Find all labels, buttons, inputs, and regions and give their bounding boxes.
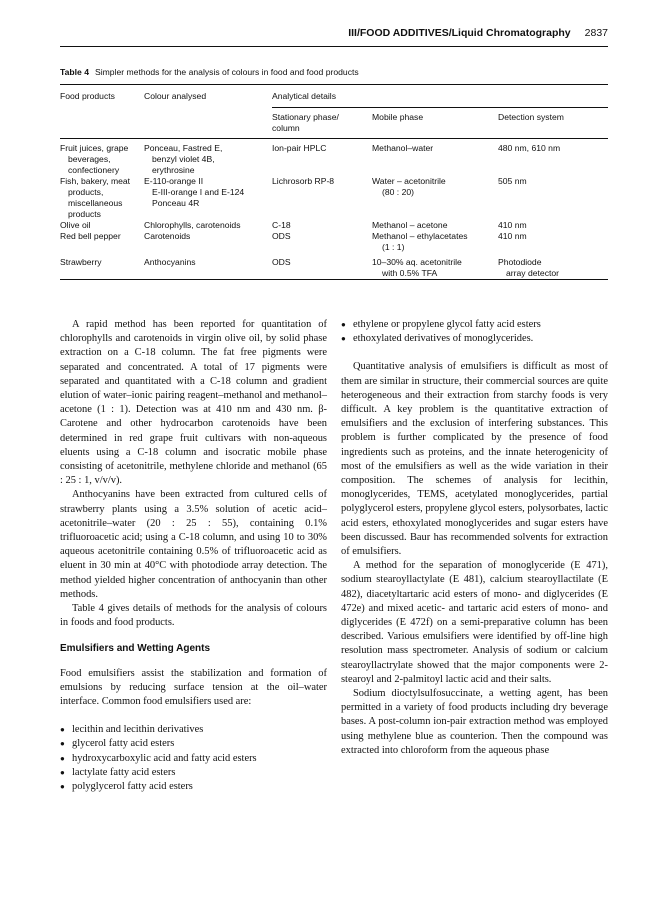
cell-line: Fruit juices, grape: [60, 143, 129, 153]
header-colour-analysed: Colour analysed: [144, 91, 207, 101]
cell-line: Water – acetonitrile: [372, 176, 446, 186]
emulsifier-list-continued: [341, 318, 608, 346]
cell-detection: 410 nm: [498, 220, 527, 230]
header-stationary-phase: [272, 112, 372, 139]
cell-stationary: ODS: [272, 257, 291, 267]
cell-line: products,: [68, 187, 104, 197]
list-item: ● hydroxycarboxylic acid and fatty acid esters: [60, 752, 327, 766]
cell-line: E-III-orange I and E-124: [152, 187, 245, 197]
header-analytical-details: Analytical details: [272, 91, 337, 101]
cell-line: benzyl violet 4B,: [152, 154, 215, 164]
cell-line: (80 : 20): [382, 187, 415, 197]
cell-line: confectionery: [68, 165, 120, 175]
cell-food: Strawberry: [60, 257, 102, 267]
cell-line: miscellaneous: [68, 198, 123, 208]
table-row: [60, 220, 608, 231]
cell-line: Methanol – ethylacetates: [372, 231, 468, 241]
table-caption-text: Simpler methods for the analysis of colours in food and food products: [94, 67, 359, 77]
cell-line: beverages,: [68, 154, 111, 164]
table-caption: [60, 67, 608, 77]
table-row: [60, 143, 608, 176]
cell-mobile: Methanol–water: [372, 143, 434, 153]
right-column: [341, 318, 608, 758]
header-mobile-phase: Mobile phase: [372, 112, 424, 122]
list-item: ● ethoxylated derivatives of monoglycerides.: [341, 332, 608, 346]
header-rule: [60, 46, 608, 47]
cell-food: [60, 176, 144, 220]
cell-mobile: [372, 231, 498, 253]
paragraph: Sodium dioctylsulfosuccinate, a wetting agent, has been permitted in a variety of food products including dry beverage bases. A post-column ion-pair extraction method was employed using methylene blue as counterion. Then the compound was extracted into chloroform from the aqueous phase: [341, 688, 608, 756]
cell-line: Photodiode: [498, 257, 542, 267]
running-head: [60, 27, 608, 43]
cell-mobile: [372, 176, 498, 220]
list-item: ● polyglycerol fatty acid esters: [60, 780, 327, 794]
cell-line: array detector: [506, 268, 560, 278]
paragraph: A method for the separation of monoglyceride (E 471), sodium stearoyllactylate (E 481), calcium stearoyllactilate (E 482), diacetyltartaric acid esters of mono- and diglycerides (E 472e) and mixed acetic- and tartaric acid esters of mono- and diglycerides (E 472f) on a semi-preparative column has been described. Various emulsifiers were identified by off-line high resolution mass spectrometer. Analysis of sodium or calcium stearoyllactrylate showed that the major components were 2-stearoyl and 2-palmitoyl lactic acid and their salts.: [341, 560, 608, 685]
cell-line: 10–30% aq. acetonitrile: [372, 257, 462, 267]
colour-analysis-table: [60, 84, 608, 280]
cell-line: Fish, bakery, meat: [60, 176, 131, 186]
list-item: ● lecithin and lecithin derivatives: [60, 723, 327, 737]
cell-detection: [498, 253, 608, 280]
header-stationary-line: Stationary phase/: [272, 112, 339, 122]
cell-mobile: Methanol – acetone: [372, 220, 448, 230]
header-food-products: Food products: [60, 91, 115, 101]
cell-line: with 0.5% TFA: [382, 268, 438, 278]
left-column: [60, 318, 327, 794]
cell-stationary: ODS: [272, 231, 291, 241]
cell-food: Olive oil: [60, 220, 91, 230]
cell-colour: Chlorophylls, carotenoids: [144, 220, 241, 230]
list-item: ● lactylate fatty acid esters: [60, 766, 327, 780]
paragraph: Food emulsifiers assist the stabilization and formation of emulsions by reducing surface tension at the oil–water interface. Common food emulsifiers used are:: [60, 667, 327, 708]
cell-line: erythrosine: [152, 165, 195, 175]
cell-line: products: [68, 209, 101, 219]
header-detection-system: Detection system: [498, 112, 564, 122]
cell-food: Red bell pepper: [60, 231, 121, 241]
cell-stationary: Lichrosorb RP-8: [272, 176, 335, 186]
list-item: ● glycerol fatty acid esters: [60, 737, 327, 751]
table-row: [60, 176, 608, 220]
paragraph: Table 4 gives details of methods for the analysis of colours in foods and food products.: [60, 603, 327, 629]
cell-line: E-110-orange II: [144, 176, 204, 186]
paragraph: Anthocyanins have been extracted from cultured cells of strawberry plants using a 3.5% solution of acetic acid–acetonitrile–water (20 : 25 : 55), containing 0.1% trifluoroacetic acid; using a C-18 column, and using 10 to 30% aqueous acetonitrile containing 0.5% of trifluoroacetic acid as eluent in 30 min at 40°C with photodiode array detection. The method yielded higher concentration of anthocyanin than other methods.: [60, 489, 327, 600]
running-head-title: III/FOOD ADDITIVES/Liquid Chromatography: [348, 27, 571, 39]
header-stationary-line: column: [272, 123, 300, 133]
cell-colour: Anthocyanins: [144, 257, 196, 267]
page-number: 2837: [584, 27, 608, 39]
cell-colour: [144, 143, 272, 176]
cell-stationary: Ion-pair HPLC: [272, 143, 327, 153]
cell-detection: 410 nm: [498, 231, 527, 241]
cell-colour: Carotenoids: [144, 231, 191, 241]
section-heading: Emulsifiers and Wetting Agents: [60, 643, 211, 655]
cell-food: [60, 143, 144, 176]
paragraph: A rapid method has been reported for quantitation of chlorophylls and carotenoids in virgin olive oil, by solid phase extraction on a C-18 column. The fat free pigments were separated and concentrated. A total of 17 pigments were separated and quantitated with a C-18 column and gradient elution of water–ionic pairing reagent–methanol and methanol–acetone (1 : 1). Detection was at 410 nm and 430 nm. β-Carotene and other hydrocarbon carotenoids have been determined in red grape fruit cultivars with non-aqueous eluents using a C-18 column and isocratic mobile phase consisting of acetonitrile, methylene chloride and methanol (65 : 25 : 1, v/v/v).: [60, 319, 327, 487]
cell-line: (1 : 1): [382, 242, 405, 252]
paragraph: Quantitative analysis of emulsifiers is difficult as most of them are similar in structure, their commercial sources are quite heterogeneous and their extraction from starchy foods is very difficult. A key problem is the quantitative extraction of emulsifiers and the exclusion of interfering substances. This problem is further complicated by the presence of food ingredients such as proteins, and the innate heterogenicity of most of the emulsifiers as well as the wide variation in their composition. The schemes of analysis for lecithin, monoglycerides, TEMS, acetylated monoglycerides, partial polyglycerol esters, propylene glycol esters, polysorbates, lactic acid esters, ethoxylated monoglycerides and sugar esters have been discussed. Baur has recommended solvents for extraction of emulsifiers.: [341, 361, 608, 558]
table-row: [60, 253, 608, 280]
cell-detection: 505 nm: [498, 176, 527, 186]
cell-mobile: [372, 253, 498, 280]
cell-colour: [144, 176, 272, 220]
list-item: ● ethylene or propylene glycol fatty acid esters: [341, 318, 608, 332]
cell-detection: 480 nm, 610 nm: [498, 143, 561, 153]
cell-line: Ponceau, Fastred E,: [144, 143, 223, 153]
table-label: Table 4: [60, 67, 89, 77]
table-row: [60, 231, 608, 253]
emulsifier-list: [60, 723, 327, 794]
cell-stationary: C-18: [272, 220, 291, 230]
cell-line: Ponceau 4R: [152, 198, 200, 208]
